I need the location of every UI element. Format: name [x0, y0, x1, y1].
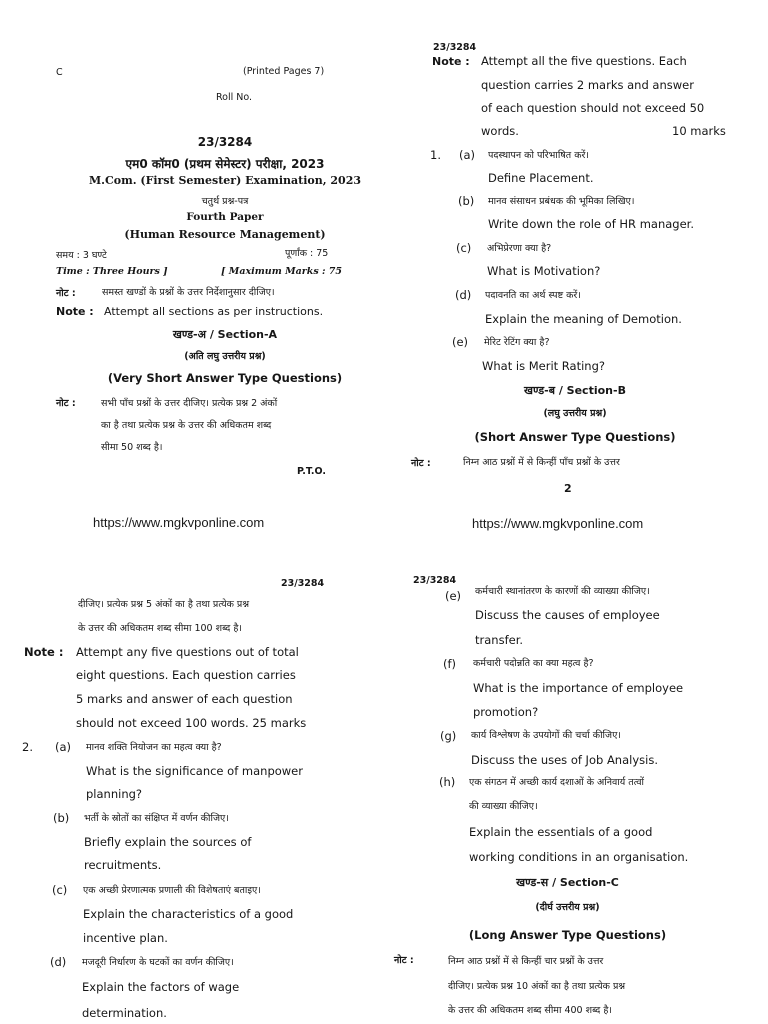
- note-label: Note :: [432, 55, 470, 68]
- corner-mark: C: [56, 67, 63, 78]
- question-hindi: की व्याख्या कीजिए।: [469, 801, 538, 812]
- continued-line: दीजिए। प्रत्येक प्रश्न 5 अंकों का है तथा प्रत्येक प्रश्न: [78, 599, 250, 610]
- question-hindi: अभिप्रेरणा क्या है?: [487, 243, 552, 254]
- paper-code: 23/3284: [197, 135, 253, 149]
- question-english: What is the importance of employee: [473, 681, 684, 695]
- note-line: दीजिए। प्रत्येक प्रश्न 10 अंकों का है तथा प्रत्येक प्रश्न: [448, 981, 626, 992]
- note-line: question carries 2 marks and answer: [481, 78, 694, 92]
- note-line: के उत्तर की अधिकतम शब्द सीमा 400 शब्द है।: [448, 1005, 612, 1016]
- section-a-note-line: सीमा 50 शब्द है।: [101, 442, 163, 453]
- question-label: (d): [50, 955, 67, 969]
- marks: 10 marks: [672, 124, 726, 138]
- section-a-heading: खण्ड-अ / Section-A: [172, 328, 278, 341]
- question-label: (e): [452, 335, 469, 349]
- question-english: Define Placement.: [488, 171, 594, 185]
- question-hindi: मानव संसाधन प्रबंधक की भूमिका लिखिए।: [488, 196, 635, 207]
- note-line: निम्न आठ प्रश्नों में से किन्हीं चार प्रश्नों के उत्तर: [448, 956, 604, 967]
- question-english: What is Merit Rating?: [482, 359, 605, 373]
- question-english: Explain the characteristics of a good: [83, 907, 294, 921]
- note-line: of each question should not exceed 50: [481, 101, 705, 115]
- question-english: planning?: [86, 787, 143, 801]
- question-number: 2.: [22, 740, 33, 754]
- question-label: (a): [459, 148, 476, 162]
- question-english: determination.: [82, 1006, 167, 1020]
- time-hindi: समय : 3 घण्टे: [56, 250, 107, 261]
- question-english: Discuss the causes of employee: [475, 608, 660, 622]
- marks-english: [ Maximum Marks : 75: [221, 266, 343, 277]
- question-hindi: पदस्थापन को परिभाषित करें।: [488, 150, 589, 161]
- note-line: Attempt all the five questions. Each: [481, 54, 687, 68]
- question-hindi: मजदूरी निर्धारण के घटकों का वर्णन कीजिए।: [82, 957, 234, 968]
- marks-hindi: पूर्णांक : 75: [285, 248, 329, 259]
- question-hindi: कर्मचारी पदोन्नति का क्या महत्व है?: [473, 658, 594, 669]
- time-english: Time : Three Hours ]: [56, 266, 168, 277]
- section-a-note-line: का है तथा प्रत्येक प्रश्न के उत्तर की अधिकतम शब्द: [101, 420, 272, 431]
- note-hindi: समस्त खण्डों के प्रश्नों के उत्तर निर्देशानुसार दीजिए।: [102, 287, 275, 298]
- note-label-hindi: नोट :: [411, 458, 431, 469]
- question-hindi: एक संगठन में अच्छी कार्य दशाओं के अनिवार्य तत्वों: [469, 777, 644, 788]
- question-hindi: एक अच्छी प्रेरणात्मक प्रणाली की विशेषताएं बताइए।: [83, 885, 261, 896]
- paper-hindi: चतुर्थ प्रश्न-पत्र: [201, 196, 249, 207]
- question-english: Discuss the uses of Job Analysis.: [471, 753, 658, 767]
- section-a-type: (Very Short Answer Type Questions): [107, 371, 343, 385]
- question-english: incentive plan.: [83, 931, 168, 945]
- question-label: (g): [440, 729, 457, 743]
- question-hindi: भर्ती के स्रोतों का संक्षिप्त में वर्णन कीजिए।: [84, 813, 229, 824]
- question-label: (a): [55, 740, 72, 754]
- question-label: (e): [445, 589, 462, 603]
- question-label: (h): [439, 775, 456, 789]
- question-english: What is the significance of manpower: [86, 764, 303, 778]
- section-c-type: (Long Answer Type Questions): [468, 928, 667, 942]
- note-label-hindi: नोट :: [394, 955, 414, 966]
- question-english: Explain the meaning of Demotion.: [485, 312, 682, 326]
- note-label-hindi: नोट :: [56, 288, 76, 299]
- note-label: Note :: [56, 305, 94, 318]
- question-label: (d): [455, 288, 472, 302]
- question-english: What is Motivation?: [487, 264, 601, 278]
- question-english: working conditions in an organisation.: [469, 850, 689, 864]
- question-label: (b): [53, 811, 70, 825]
- note-line: should not exceed 100 words. 25 marks: [76, 716, 307, 730]
- subject-title: (Human Resource Management): [124, 228, 326, 241]
- question-english: Write down the role of HR manager.: [488, 217, 694, 231]
- section-b-heading: खण्ड-ब / Section-B: [524, 384, 626, 397]
- pto: P.T.O.: [297, 466, 326, 477]
- footer-url: https://www.mgkvponline.com: [93, 515, 265, 530]
- question-english: transfer.: [475, 633, 524, 647]
- question-hindi: मानव शक्ति नियोजन का महत्व क्या है?: [86, 742, 222, 753]
- note-line: Attempt any five questions out of total: [76, 645, 299, 659]
- exam-title-hindi: एम0 कॉम0 (प्रथम सेमेस्टर) परीक्षा, 2023: [125, 157, 325, 171]
- question-number: 1.: [430, 148, 441, 162]
- paper-code: 23/3284: [413, 575, 457, 586]
- note-line: words.: [481, 124, 519, 138]
- question-english: promotion?: [473, 705, 539, 719]
- roll-no: Roll No.: [216, 92, 253, 103]
- section-b-type: (Short Answer Type Questions): [474, 430, 676, 444]
- continued-line: के उत्तर की अधिकतम शब्द सीमा 100 शब्द है।: [78, 623, 242, 634]
- question-hindi: पदावनति का अर्थ स्पष्ट करें।: [485, 290, 581, 301]
- note-hindi: निम्न आठ प्रश्नों में से किन्हीं पाँच प्रश्नों के उत्तर: [463, 457, 620, 468]
- section-a-note-line: सभी पाँच प्रश्नों के उत्तर दीजिए। प्रत्येक प्रश्न 2 अंकों: [101, 398, 278, 409]
- page-number: 2: [564, 482, 572, 495]
- question-english: Briefly explain the sources of: [84, 835, 252, 849]
- footer-url: https://www.mgkvponline.com: [472, 516, 644, 531]
- note-english: Attempt all sections as per instructions.: [104, 305, 324, 318]
- note-line: eight questions. Each question carries: [76, 668, 296, 682]
- question-hindi: कार्य विश्लेषण के उपयोगों की चर्चा कीजिए।: [471, 730, 621, 741]
- question-hindi: कर्मचारी स्थानांतरण के कारणों की व्याख्या कीजिए।: [475, 586, 650, 597]
- question-label: (f): [443, 657, 457, 671]
- note-line: 5 marks and answer of each question: [76, 692, 293, 706]
- paper-code: 23/3284: [281, 578, 325, 589]
- section-b-type-hindi: (लघु उत्तरीय प्रश्न): [543, 408, 607, 419]
- question-label: (c): [52, 883, 68, 897]
- section-c-heading: खण्ड-स / Section-C: [516, 876, 619, 889]
- section-a-type-hindi: (अति लघु उत्तरीय प्रश्न): [184, 351, 266, 362]
- question-english: Explain the factors of wage: [82, 980, 240, 994]
- question-label: (b): [458, 194, 475, 208]
- paper-code: 23/3284: [433, 42, 477, 53]
- question-english: Explain the essentials of a good: [469, 825, 653, 839]
- section-c-type-hindi: (दीर्घ उत्तरीय प्रश्न): [535, 902, 600, 913]
- exam-title-english: M.Com. (First Semester) Examination, 2023: [88, 174, 362, 187]
- question-label: (c): [456, 241, 472, 255]
- question-english: recruitments.: [84, 858, 162, 872]
- printed-pages: (Printed Pages 7): [243, 66, 325, 77]
- question-hindi: मेरिट रेटिंग क्या है?: [484, 337, 550, 348]
- paper-english: Fourth Paper: [186, 211, 264, 223]
- section-a-note-label: नोट :: [56, 398, 76, 409]
- note-label: Note :: [24, 645, 64, 659]
